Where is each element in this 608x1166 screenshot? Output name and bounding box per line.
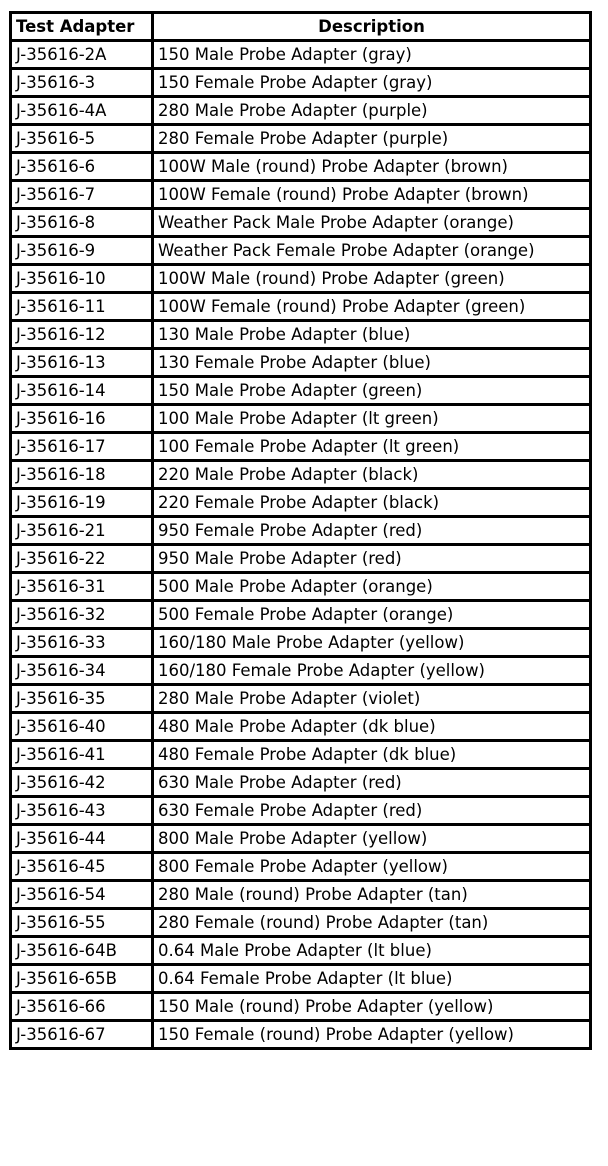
adapter-description: Weather Pack Male Probe Adapter (orange) [153,209,591,237]
adapter-table [9,11,592,1050]
table-row [11,153,591,181]
table-row [11,629,591,657]
adapter-part-number: J-35616-66 [11,993,153,1021]
adapter-description: 160/180 Male Probe Adapter (yellow) [153,629,591,657]
adapter-part-number: J-35616-32 [11,601,153,629]
table-row [11,265,591,293]
table-row [11,461,591,489]
adapter-description: 100W Male (round) Probe Adapter (brown) [153,153,591,181]
adapter-description: 800 Female Probe Adapter (yellow) [153,853,591,881]
adapter-description: 630 Male Probe Adapter (red) [153,769,591,797]
adapter-part-number: J-35616-45 [11,853,153,881]
table-row [11,489,591,517]
adapter-part-number: J-35616-35 [11,685,153,713]
table-row [11,993,591,1021]
adapter-description: 150 Male (round) Probe Adapter (yellow) [153,993,591,1021]
adapter-description: 280 Male Probe Adapter (violet) [153,685,591,713]
table-header-row [11,13,591,41]
adapter-description: 630 Female Probe Adapter (red) [153,797,591,825]
adapter-part-number: J-35616-12 [11,321,153,349]
adapter-part-number: J-35616-64B [11,937,153,965]
adapter-part-number: J-35616-10 [11,265,153,293]
adapter-description: Weather Pack Female Probe Adapter (orange) [153,237,591,265]
table-row [11,97,591,125]
adapter-description: 950 Male Probe Adapter (red) [153,545,591,573]
adapter-description: 100 Female Probe Adapter (lt green) [153,433,591,461]
adapter-part-number: J-35616-4A [11,97,153,125]
table-row [11,433,591,461]
adapter-description: 280 Female (round) Probe Adapter (tan) [153,909,591,937]
adapter-description: 150 Female Probe Adapter (gray) [153,69,591,97]
adapter-description: 100 Male Probe Adapter (lt green) [153,405,591,433]
adapter-description: 480 Male Probe Adapter (dk blue) [153,713,591,741]
table-body [11,41,591,1049]
adapter-description: 220 Male Probe Adapter (black) [153,461,591,489]
table-row [11,321,591,349]
table-row [11,573,591,601]
adapter-description: 150 Male Probe Adapter (gray) [153,41,591,69]
table-row [11,741,591,769]
adapter-description: 280 Male Probe Adapter (purple) [153,97,591,125]
adapter-part-number: J-35616-3 [11,69,153,97]
adapter-part-number: J-35616-13 [11,349,153,377]
adapter-description: 130 Male Probe Adapter (blue) [153,321,591,349]
adapter-description: 100W Female (round) Probe Adapter (green) [153,293,591,321]
table-row [11,125,591,153]
adapter-part-number: J-35616-40 [11,713,153,741]
adapter-description: 800 Male Probe Adapter (yellow) [153,825,591,853]
table-row [11,209,591,237]
adapter-part-number: J-35616-43 [11,797,153,825]
header-test-adapter: Test Adapter [11,13,153,41]
table-row [11,293,591,321]
adapter-part-number: J-35616-31 [11,573,153,601]
adapter-part-number: J-35616-11 [11,293,153,321]
table-row [11,405,591,433]
adapter-description: 0.64 Female Probe Adapter (lt blue) [153,965,591,993]
adapter-part-number: J-35616-44 [11,825,153,853]
adapter-part-number: J-35616-65B [11,965,153,993]
table-row [11,41,591,69]
adapter-description: 0.64 Male Probe Adapter (lt blue) [153,937,591,965]
table-row [11,713,591,741]
adapter-description: 100W Male (round) Probe Adapter (green) [153,265,591,293]
adapter-part-number: J-35616-42 [11,769,153,797]
adapter-description: 130 Female Probe Adapter (blue) [153,349,591,377]
adapter-part-number: J-35616-54 [11,881,153,909]
adapter-description: 100W Female (round) Probe Adapter (brown) [153,181,591,209]
adapter-description: 500 Female Probe Adapter (orange) [153,601,591,629]
adapter-description: 160/180 Female Probe Adapter (yellow) [153,657,591,685]
table-row [11,517,591,545]
table-row [11,601,591,629]
adapter-part-number: J-35616-67 [11,1021,153,1049]
table-row [11,181,591,209]
adapter-part-number: J-35616-22 [11,545,153,573]
table-row [11,349,591,377]
table-row [11,825,591,853]
table-row [11,69,591,97]
adapter-part-number: J-35616-9 [11,237,153,265]
adapter-part-number: J-35616-14 [11,377,153,405]
adapter-description: 220 Female Probe Adapter (black) [153,489,591,517]
table-row [11,1021,591,1049]
adapter-part-number: J-35616-7 [11,181,153,209]
table-row [11,881,591,909]
adapter-description: 150 Male Probe Adapter (green) [153,377,591,405]
table-row [11,657,591,685]
adapter-part-number: J-35616-21 [11,517,153,545]
table-row [11,909,591,937]
adapter-part-number: J-35616-16 [11,405,153,433]
adapter-part-number: J-35616-19 [11,489,153,517]
adapter-part-number: J-35616-33 [11,629,153,657]
table-row [11,685,591,713]
adapter-part-number: J-35616-2A [11,41,153,69]
table-row [11,769,591,797]
adapter-description: 950 Female Probe Adapter (red) [153,517,591,545]
table-row [11,853,591,881]
adapter-part-number: J-35616-8 [11,209,153,237]
adapter-part-number: J-35616-34 [11,657,153,685]
table-row [11,237,591,265]
adapter-part-number: J-35616-41 [11,741,153,769]
table-row [11,937,591,965]
adapter-description: 280 Female Probe Adapter (purple) [153,125,591,153]
adapter-description: 500 Male Probe Adapter (orange) [153,573,591,601]
adapter-part-number: J-35616-18 [11,461,153,489]
adapter-part-number: J-35616-5 [11,125,153,153]
adapter-description: 150 Female (round) Probe Adapter (yellow) [153,1021,591,1049]
table-row [11,797,591,825]
adapter-description: 280 Male (round) Probe Adapter (tan) [153,881,591,909]
adapter-description: 480 Female Probe Adapter (dk blue) [153,741,591,769]
adapter-part-number: J-35616-17 [11,433,153,461]
adapter-part-number: J-35616-6 [11,153,153,181]
table-row [11,377,591,405]
table-row [11,965,591,993]
header-description: Description [153,13,591,41]
table-row [11,545,591,573]
adapter-part-number: J-35616-55 [11,909,153,937]
